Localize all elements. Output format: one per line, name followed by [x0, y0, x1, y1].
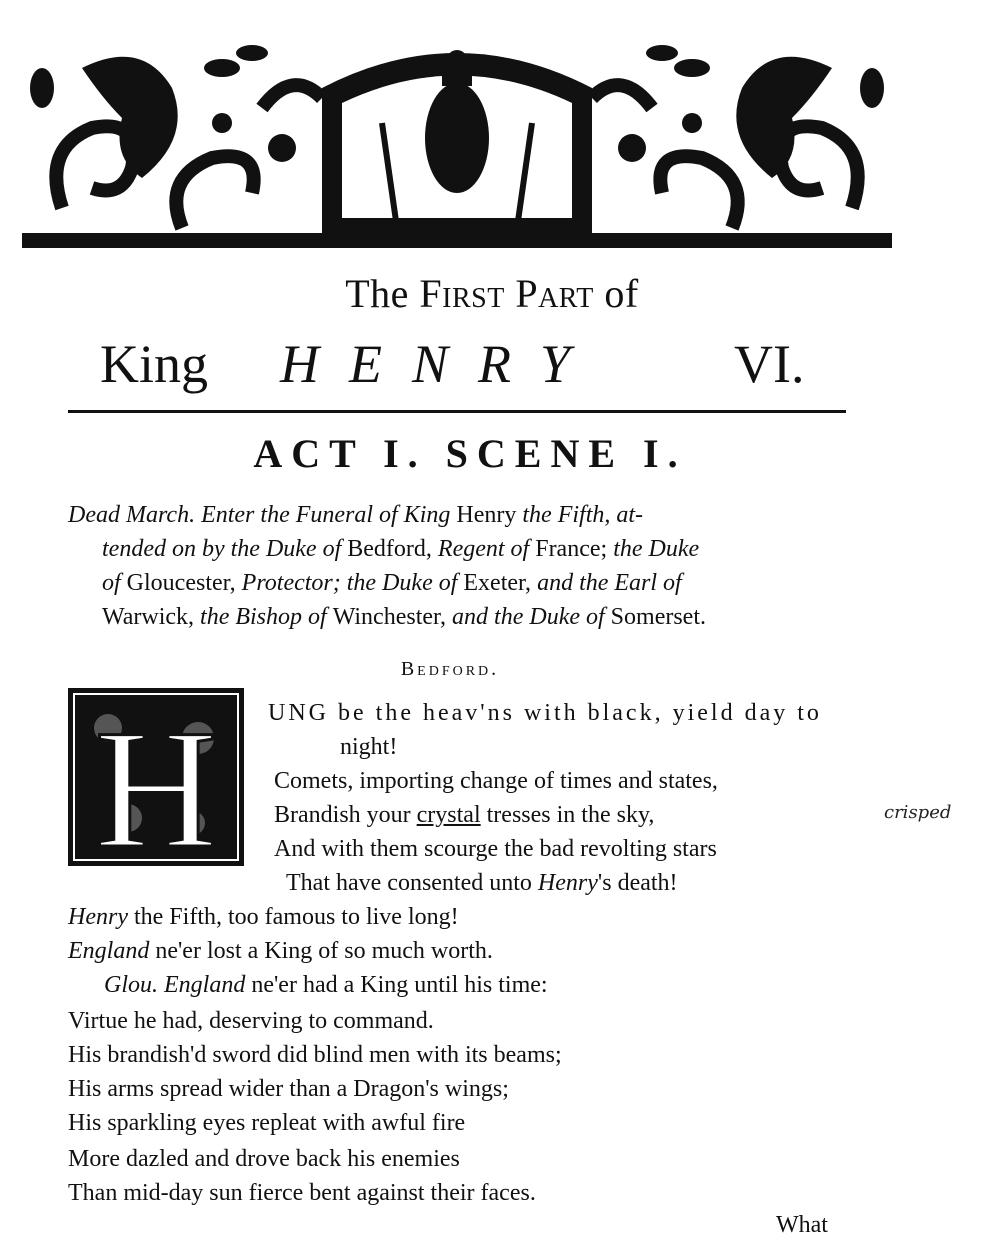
title-king: King	[100, 334, 208, 394]
play-title-line-1	[0, 270, 984, 317]
line-text: UNG be the heav'ns with black, yield day to	[268, 700, 822, 726]
title-numeral: VI.	[734, 334, 805, 394]
line-text: the Fifth, too famous to live long!	[127, 904, 459, 930]
verse-line: More dazled and drove back his enemies	[68, 1146, 460, 1172]
sd-part: France;	[535, 536, 608, 562]
sd-part: Winchester,	[332, 604, 447, 630]
sd-part: and the Duke of	[446, 604, 611, 630]
verse-line: His brandish'd sword did blind men with its beams;	[68, 1042, 562, 1068]
play-title-line-2	[100, 333, 820, 403]
line-text: That have consented unto	[286, 870, 538, 896]
act-heading: ACT I. SCENE I.	[253, 431, 687, 476]
stage-direction	[68, 498, 852, 634]
verse-line	[268, 696, 822, 730]
line-text: Henry	[68, 904, 128, 930]
catchword: What	[776, 1212, 828, 1238]
sd-part: of	[102, 570, 127, 596]
title-caps: First Part	[419, 271, 594, 316]
sd-part: Regent of	[431, 536, 536, 562]
sd-part: Dead March.	[68, 502, 196, 528]
verse-line	[286, 866, 678, 900]
line-text: 's death!	[597, 870, 678, 896]
verse-line	[274, 798, 654, 832]
title-prefix: The	[345, 271, 420, 316]
verse-line	[104, 968, 548, 1002]
verse-line: Comets, importing change of times and states,	[274, 768, 718, 794]
sd-part: Somerset.	[610, 604, 706, 630]
line-text: tresses in the sky,	[480, 802, 655, 828]
sd-part: Protector;	[235, 570, 341, 596]
line-text: Brandish your	[274, 802, 417, 828]
drop-cap	[68, 688, 244, 866]
sd-part: the Duke of	[340, 570, 464, 596]
sd-part: Exeter,	[463, 570, 532, 596]
sd-part: Gloucester,	[126, 570, 236, 596]
line-text: England	[68, 938, 150, 964]
line-text: ne'er had a King until his time:	[245, 972, 548, 998]
verse-line: Virtue he had, deserving to command.	[68, 1008, 434, 1034]
title-rule	[68, 410, 846, 413]
line-text: England	[158, 972, 246, 998]
drop-cap-ornament-icon	[68, 688, 244, 866]
drop-cap-letter: H	[94, 695, 218, 866]
verse-line: night!	[340, 734, 398, 760]
line-text: Glou.	[104, 972, 158, 998]
sd-part: tended on by the Duke of	[102, 536, 348, 562]
sd-part: Bedford,	[347, 536, 432, 562]
verse-line	[68, 934, 493, 968]
sd-part: the Fifth, at-	[516, 502, 644, 528]
verse-line: His arms spread wider than a Dragon's wings;	[68, 1076, 509, 1102]
speaker-name: Bedford.	[400, 658, 500, 680]
line-text-underlined: crystal	[416, 802, 481, 828]
line-text: ne'er lost a King of so much worth.	[149, 938, 493, 964]
verse-line: Than mid-day sun fierce bent against their faces.	[68, 1180, 536, 1206]
verse-line: His sparkling eyes repleat with awful fire	[68, 1110, 466, 1136]
sd-part: Warwick,	[102, 604, 195, 630]
headpiece-ornament-icon	[22, 28, 892, 248]
sd-part: the Bishop of	[194, 604, 333, 630]
sd-part: Enter the Funeral of King	[195, 502, 457, 528]
verse-line: And with them scourge the bad revolting stars	[274, 836, 717, 862]
ornamental-headpiece	[22, 28, 892, 248]
verse-line	[68, 900, 459, 934]
sd-part: Henry	[456, 502, 517, 528]
line-text: Henry	[537, 870, 598, 896]
title-henry: HENRY	[280, 334, 601, 394]
title-suffix: of	[593, 271, 639, 316]
sd-part: the Duke	[607, 536, 700, 562]
margin-annotation: crisped	[884, 802, 952, 823]
sd-part: and the Earl of	[531, 570, 682, 596]
